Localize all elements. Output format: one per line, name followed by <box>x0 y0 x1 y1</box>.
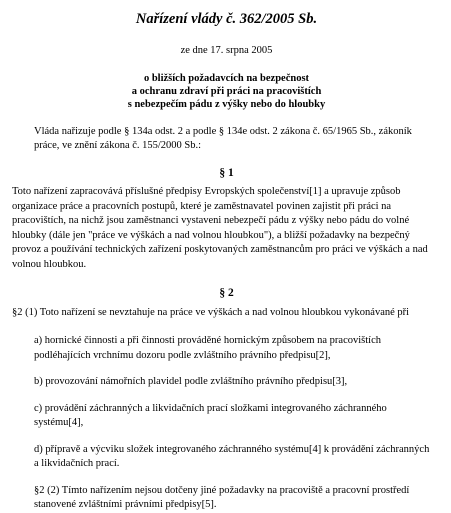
subject-line: a ochranu zdraví při práci na pracovištích <box>131 85 322 97</box>
section-1-paragraph: Toto nařízení zapracovává příslušné předpisy Evropských společenství[1] a upravuje způsob organizace práce a pracovních postupů, které je zaměstnavatel povinen zajistit při práci na pracovištích, na nichž jsou zaměstnanci vystaveni nebezpečí pádu z výšky nebo pádu do volné hloubky (dále jen "práce ve výškách a nad volnou hloubkou"), a bližší požadavky na bezpečný provoz a používání technických zařízení poskytovaných zaměstnancům pro práci ve výškách a nad volnou hloubkou. <box>12 186 428 270</box>
document-title: Nařízení vlády č. 362/2005 Sb. <box>135 11 318 27</box>
subject-line: s nebezpečím pádu z výšky nebo do hloubky <box>127 98 326 110</box>
list-item: d) přípravě a výcviku složek integrovaného záchranného systému[4] k provádění záchranných a likvidačních prací. <box>34 443 430 469</box>
section-2-paragraph: §2 (1) Toto nařízení se nevztahuje na práce ve výškách a nad volnou hloubkou vykonávané při <box>12 306 410 318</box>
section-1-heading: § 1 <box>219 166 234 179</box>
list-item: a) hornické činnosti a při činnosti prováděné hornickým způsobem na pracovištích podléhajících vrchnímu dozoru podle zvláštního právního předpisu[2], <box>34 335 381 361</box>
list-item: c) provádění záchranných a likvidačních prací složkami integrovaného záchranného systému[4], <box>34 402 387 428</box>
intro-paragraph: Vláda nařizuje podle § 134a odst. 2 a podle § 134e odst. 2 zákona č. 65/1965 Sb., zákoník práce, ve znění zákona č. 155/2000 Sb.: <box>34 125 412 151</box>
document-date: ze dne 17. srpna 2005 <box>180 45 273 56</box>
section-2-final-paragraph: §2 (2) Tímto nařízením nejsou dotčeny jiné požadavky na pracoviště a pracovní prostředí stanovené zvláštními právními předpisy[5]. <box>34 484 410 510</box>
subject-line: o bližších požadavcích na bezpečnost <box>143 72 310 84</box>
document-subject <box>12 72 441 111</box>
list-item: b) provozování námořních plavidel podle zvláštního právního předpisu[3], <box>34 376 348 387</box>
section-2-heading: § 2 <box>219 287 234 299</box>
